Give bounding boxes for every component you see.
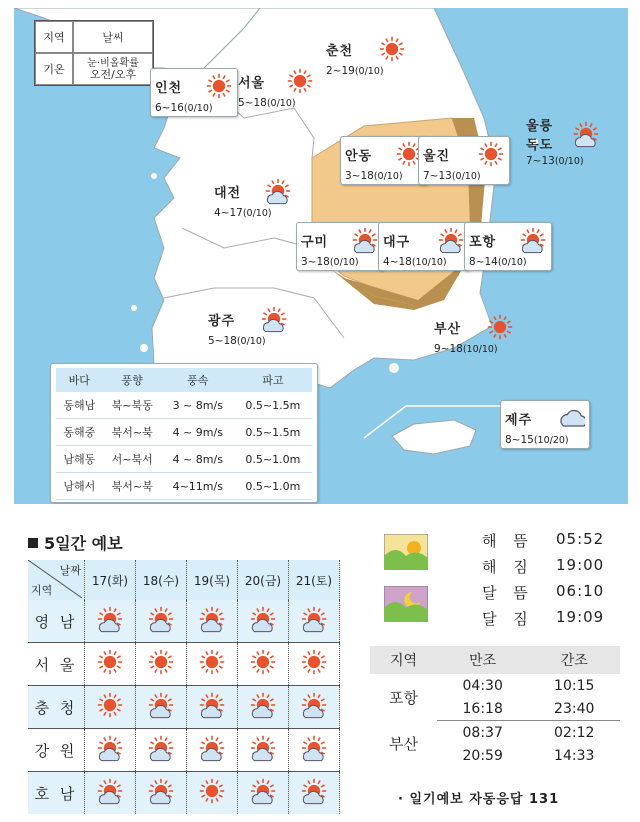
partly-cloudy-icon <box>198 691 226 719</box>
city-temp-range: 8~14 <box>469 256 498 268</box>
sun-moon-time: 19:09 <box>556 608 605 626</box>
forecast-cell <box>136 729 187 772</box>
forecast-cell <box>136 772 187 815</box>
partly-cloudy-icon <box>249 605 277 633</box>
corner-date-label: 날짜 <box>59 564 81 577</box>
tide-low-time: 14:33 <box>554 747 595 764</box>
tide-low-time: 23:40 <box>528 697 620 721</box>
sunny-icon <box>486 313 514 341</box>
forecast-cell <box>238 772 289 815</box>
sunny-icon <box>249 648 277 676</box>
forecast-day-header: 20(금) <box>238 560 289 600</box>
sunny-icon <box>300 648 328 676</box>
sunny-icon <box>198 648 226 676</box>
city-temp <box>526 155 600 167</box>
partly-cloudy-icon <box>249 777 277 805</box>
sunny-icon <box>96 691 124 719</box>
partly-cloudy-icon <box>351 226 379 254</box>
forecast-cell <box>136 600 187 643</box>
forecast-cell <box>187 772 238 815</box>
forecast-day-header: 19(목) <box>187 560 238 600</box>
sea-cell: 남해동 <box>56 446 103 473</box>
sea-cell: 0.5~1.5m <box>234 392 312 419</box>
city-temp <box>238 97 314 109</box>
forecast-cell <box>85 686 136 729</box>
tide-high-time: 08:37 <box>462 724 503 741</box>
sea-row <box>56 392 312 419</box>
ars-phone-note: · 일기예보 자동응답 131 <box>398 792 560 807</box>
city-temp-range: 5~18 <box>208 335 237 347</box>
sun-moon-label: 해 짐 <box>482 558 534 576</box>
city-card <box>522 112 604 169</box>
sea-cell: 0.5~1.0m <box>234 446 312 473</box>
city-temp-range: 4~18 <box>383 256 412 268</box>
city-card <box>150 68 238 117</box>
sun-moon-time: 05:52 <box>556 530 605 548</box>
forecast-row <box>28 729 340 772</box>
cloudy-icon <box>557 404 585 432</box>
city-card <box>500 400 590 449</box>
partly-cloudy-icon <box>147 734 175 762</box>
forecast-title-text: 5일간 예보 <box>44 534 123 553</box>
city-temp-range: 7~13 <box>423 170 452 182</box>
partly-cloudy-icon <box>96 734 124 762</box>
city-card <box>322 32 410 79</box>
city-name: 대구 <box>383 234 411 250</box>
sea-header-wind-speed: 풍속 <box>162 368 234 392</box>
sun-moon-time: 06:10 <box>556 582 605 600</box>
city-name: 포항 <box>469 234 497 250</box>
tide-region: 부산 <box>388 735 418 754</box>
city-rain-prob: (0/10) <box>354 66 384 77</box>
forecast-cell <box>289 643 340 686</box>
sun-moon-panel <box>370 526 620 636</box>
city-name: 구미 <box>301 234 329 250</box>
partly-cloudy-icon <box>264 177 292 205</box>
sea-header-wave: 파고 <box>234 368 312 392</box>
city-name: 제주 <box>505 412 533 428</box>
partly-cloudy-icon <box>300 605 328 633</box>
sea-row <box>56 419 312 446</box>
sea-cell: 북서~북 <box>103 419 162 446</box>
city-card <box>430 310 518 357</box>
sun-moon-label: 달 짐 <box>482 610 534 628</box>
city-temp-range: 2~19 <box>326 65 355 77</box>
city-temp <box>345 170 423 182</box>
partly-cloudy-icon <box>96 605 124 633</box>
city-card <box>464 222 552 271</box>
forecast-cell <box>85 643 136 686</box>
city-temp <box>505 434 585 446</box>
sea-cell: 4~11m/s <box>162 473 234 500</box>
sea-cell: 4 ~ 9m/s <box>162 419 234 446</box>
partly-cloudy-icon <box>300 734 328 762</box>
forecast-cell <box>85 772 136 815</box>
legend-rain-label <box>73 53 153 85</box>
city-rain-prob: (0/10) <box>266 98 296 109</box>
city-name: 부산 <box>434 321 462 337</box>
sea-cell: 0.5~1.5m <box>234 419 312 446</box>
tide-header-low: 간조 <box>528 646 620 674</box>
legend-temp-label: 기온 <box>35 53 73 85</box>
forecast-cell <box>187 686 238 729</box>
partly-cloudy-icon <box>519 226 547 254</box>
forecast-day-header: 21(토) <box>289 560 340 600</box>
city-card <box>340 136 428 185</box>
tide-header-region: 지역 <box>370 646 437 674</box>
forecast-title <box>28 531 123 554</box>
forecast-day-header: 18(수) <box>136 560 187 600</box>
city-temp <box>434 343 514 355</box>
partly-cloudy-icon <box>572 120 600 148</box>
city-rain-prob: (10/10) <box>411 257 447 268</box>
tide-header-high: 만조 <box>437 646 529 674</box>
legend-rain-text: 눈·비올확률 <box>87 58 139 69</box>
city-card <box>378 222 470 271</box>
corner-region-label: 지역 <box>31 584 53 597</box>
city-rain-prob: (0/10) <box>236 336 266 347</box>
tide-high-time: 04:30 <box>462 677 503 694</box>
sun-moon-label: 해 뜸 <box>482 532 534 550</box>
sunny-icon <box>198 777 226 805</box>
tide-high-time: 16:18 <box>437 697 529 721</box>
city-name: 서울 <box>238 75 266 91</box>
forecast-row <box>28 600 340 643</box>
tide-low-time: 10:15 <box>554 677 595 694</box>
sea-header-wind-dir: 풍향 <box>103 368 162 392</box>
tide-high-time: 20:59 <box>462 747 503 764</box>
city-name: 안동 <box>345 148 373 164</box>
partly-cloudy-icon <box>147 777 175 805</box>
sea-cell: 남해서 <box>56 473 103 500</box>
city-card <box>418 136 510 185</box>
partly-cloudy-icon <box>249 691 277 719</box>
city-name: 광주 <box>208 313 236 329</box>
city-rain-prob: (0/10) <box>373 171 403 182</box>
partly-cloudy-icon <box>147 605 175 633</box>
city-temp <box>469 256 547 268</box>
forecast-cell <box>187 643 238 686</box>
sea-header-sea: 바다 <box>56 368 103 392</box>
forecast-region: 충 청 <box>28 686 85 729</box>
sunrise-icon <box>384 534 428 570</box>
partly-cloudy-icon <box>96 777 124 805</box>
city-temp <box>326 65 406 77</box>
forecast-cell <box>289 772 340 815</box>
city-rain-prob: (0/10) <box>329 257 359 268</box>
sea-row <box>56 473 312 500</box>
forecast-cell <box>238 729 289 772</box>
sea-cell: 북~북동 <box>103 392 162 419</box>
city-rain-prob: (10/10) <box>462 344 498 355</box>
forecast-row <box>28 686 340 729</box>
sea-forecast-table <box>50 363 318 503</box>
city-name: 울진 <box>423 148 451 164</box>
city-temp-range: 9~18 <box>434 343 463 355</box>
forecast-cell <box>187 729 238 772</box>
forecast-cell <box>238 686 289 729</box>
legend-region-label: 지역 <box>35 21 73 53</box>
sunny-icon <box>205 72 233 100</box>
city-card <box>210 174 296 221</box>
tide-low-time: 02:12 <box>554 724 595 741</box>
forecast-cell <box>238 643 289 686</box>
sea-row <box>56 446 312 473</box>
city-card <box>296 222 384 271</box>
tide-table <box>370 646 620 767</box>
sea-cell: 북서~북 <box>103 473 162 500</box>
sunny-icon <box>378 35 406 63</box>
forecast-cell <box>136 686 187 729</box>
city-rain-prob: (0/10) <box>497 257 527 268</box>
five-day-forecast-grid <box>28 560 340 814</box>
city-temp-range: 4~17 <box>214 207 243 219</box>
partly-cloudy-icon <box>147 691 175 719</box>
forecast-cell <box>289 686 340 729</box>
partly-cloudy-icon <box>198 605 226 633</box>
forecast-cell <box>85 729 136 772</box>
tide-row <box>370 674 620 697</box>
forecast-cell <box>289 729 340 772</box>
city-name: 춘천 <box>326 43 354 59</box>
sunny-icon <box>477 140 505 168</box>
city-temp <box>214 207 292 219</box>
sunny-icon <box>286 67 314 95</box>
forecast-region: 강 원 <box>28 729 85 772</box>
partly-cloudy-icon <box>198 734 226 762</box>
city-temp <box>155 102 233 114</box>
city-temp-range: 6~16 <box>155 102 184 114</box>
city-rain-prob: (0/10) <box>554 156 584 167</box>
tide-region: 포항 <box>388 688 418 707</box>
partly-cloudy-icon <box>437 226 465 254</box>
city-name: 울릉 독도 <box>526 119 554 153</box>
forecast-row <box>28 643 340 686</box>
tide-row <box>370 721 620 745</box>
forecast-corner-cell <box>28 560 85 600</box>
partly-cloudy-icon <box>300 691 328 719</box>
city-temp-range: 3~18 <box>345 170 374 182</box>
forecast-day-header: 17(화) <box>85 560 136 600</box>
sunny-icon <box>147 648 175 676</box>
forecast-cell <box>136 643 187 686</box>
city-temp <box>383 256 465 268</box>
sea-cell: 서~북서 <box>103 446 162 473</box>
city-temp-range: 5~18 <box>238 97 267 109</box>
map-legend <box>34 20 154 86</box>
city-rain-prob: (10/20) <box>533 435 569 446</box>
city-name: 인천 <box>155 80 183 96</box>
weather-map <box>14 8 628 504</box>
partly-cloudy-icon <box>260 305 288 333</box>
city-temp <box>423 170 505 182</box>
city-card <box>204 302 292 349</box>
sunny-icon <box>96 648 124 676</box>
legend-ampm-text: 오전/오후 <box>89 68 137 81</box>
forecast-row <box>28 772 340 815</box>
partly-cloudy-icon <box>300 777 328 805</box>
forecast-cell <box>85 600 136 643</box>
forecast-cell <box>187 600 238 643</box>
city-temp <box>301 256 379 268</box>
city-card <box>234 64 318 111</box>
sea-cell: 동해중 <box>56 419 103 446</box>
city-temp-range: 3~18 <box>301 256 330 268</box>
sea-cell: 동해남 <box>56 392 103 419</box>
forecast-cell <box>289 600 340 643</box>
forecast-region: 영 남 <box>28 600 85 643</box>
legend-weather-label: 날씨 <box>73 21 153 53</box>
city-temp-range: 7~13 <box>526 155 555 167</box>
city-temp <box>208 335 288 347</box>
city-rain-prob: (0/10) <box>242 208 272 219</box>
city-rain-prob: (0/10) <box>183 103 213 114</box>
square-bullet-icon <box>28 538 38 548</box>
forecast-region: 서 울 <box>28 643 85 686</box>
forecast-cell <box>238 600 289 643</box>
city-name: 대전 <box>214 185 242 201</box>
city-temp-range: 8~15 <box>505 434 534 446</box>
sea-cell: 3 ~ 8m/s <box>162 392 234 419</box>
partly-cloudy-icon <box>249 734 277 762</box>
sun-moon-time: 19:00 <box>556 556 605 574</box>
sun-moon-label: 달 뜸 <box>482 584 534 602</box>
forecast-region: 호 남 <box>28 772 85 815</box>
sea-cell: 0.5~1.0m <box>234 473 312 500</box>
sea-cell: 4 ~ 8m/s <box>162 446 234 473</box>
moonrise-icon <box>384 586 428 622</box>
city-rain-prob: (0/10) <box>451 171 481 182</box>
